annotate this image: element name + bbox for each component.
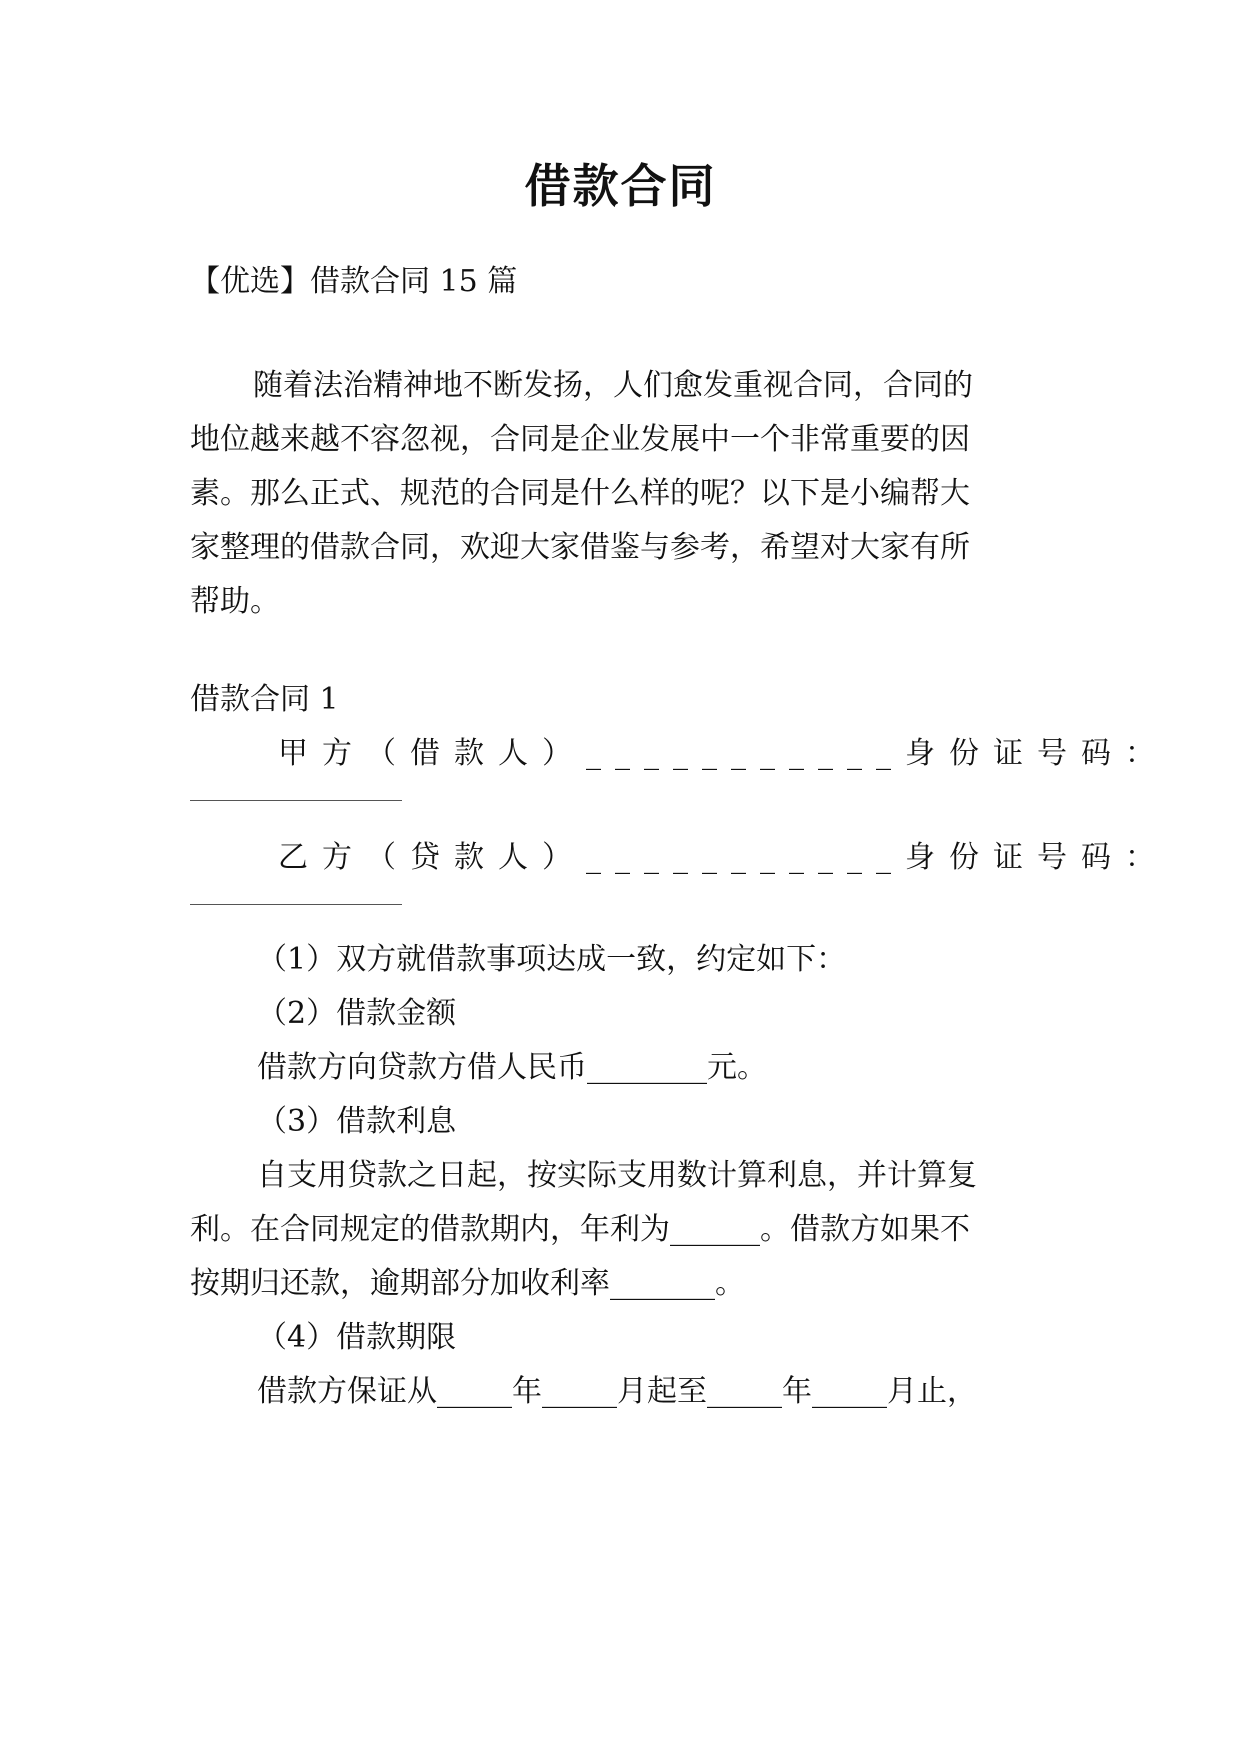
clause-3-heading: （3）借款利息 bbox=[257, 1104, 457, 1139]
clause-2-body: 借款方向贷款方借人民币________元。 bbox=[257, 1050, 767, 1085]
clause-4-heading: （4）借款期限 bbox=[257, 1320, 457, 1355]
intro-line-4: 家整理的借款合同，欢迎大家借鉴与参考，希望对大家有所 bbox=[190, 530, 970, 565]
intro-line-3: 素。那么正式、规范的合同是什么样的呢？以下是小编帮大 bbox=[190, 476, 970, 511]
intro-line-1: 随着法治精神地不断发扬，人们愈发重视合同，合同的 bbox=[253, 368, 973, 403]
clause-2-heading: （2）借款金额 bbox=[257, 996, 457, 1031]
party-b-id-blank bbox=[190, 904, 402, 905]
clause-1: （1）双方就借款事项达成一致，约定如下： bbox=[257, 942, 847, 977]
clause-3-body-line-2: 利。在合同规定的借款期内，年利为______。借款方如果不 bbox=[190, 1212, 970, 1247]
clause-3-body-line-1: 自支用贷款之日起，按实际支用数计算利息，并计算复 bbox=[257, 1158, 977, 1193]
party-a-line: 甲方（借款人）___________身份证号码： bbox=[278, 736, 1169, 771]
party-a-id-blank bbox=[190, 800, 402, 801]
intro-line-2: 地位越来越不容忽视，合同是企业发展中一个非常重要的因 bbox=[190, 422, 970, 457]
clause-3-body-line-3: 按期归还款，逾期部分加收利率_______。 bbox=[190, 1266, 745, 1301]
intro-line-5: 帮助。 bbox=[190, 584, 280, 619]
document-title: 借款合同 bbox=[524, 159, 717, 213]
section-heading: 借款合同 1 bbox=[190, 682, 339, 717]
document-subtitle: 【优选】借款合同 15 篇 bbox=[190, 264, 518, 299]
clause-4-body: 借款方保证从_____年_____月起至_____年_____月止， bbox=[257, 1374, 977, 1409]
party-b-line: 乙方（贷款人）___________身份证号码： bbox=[278, 840, 1169, 875]
